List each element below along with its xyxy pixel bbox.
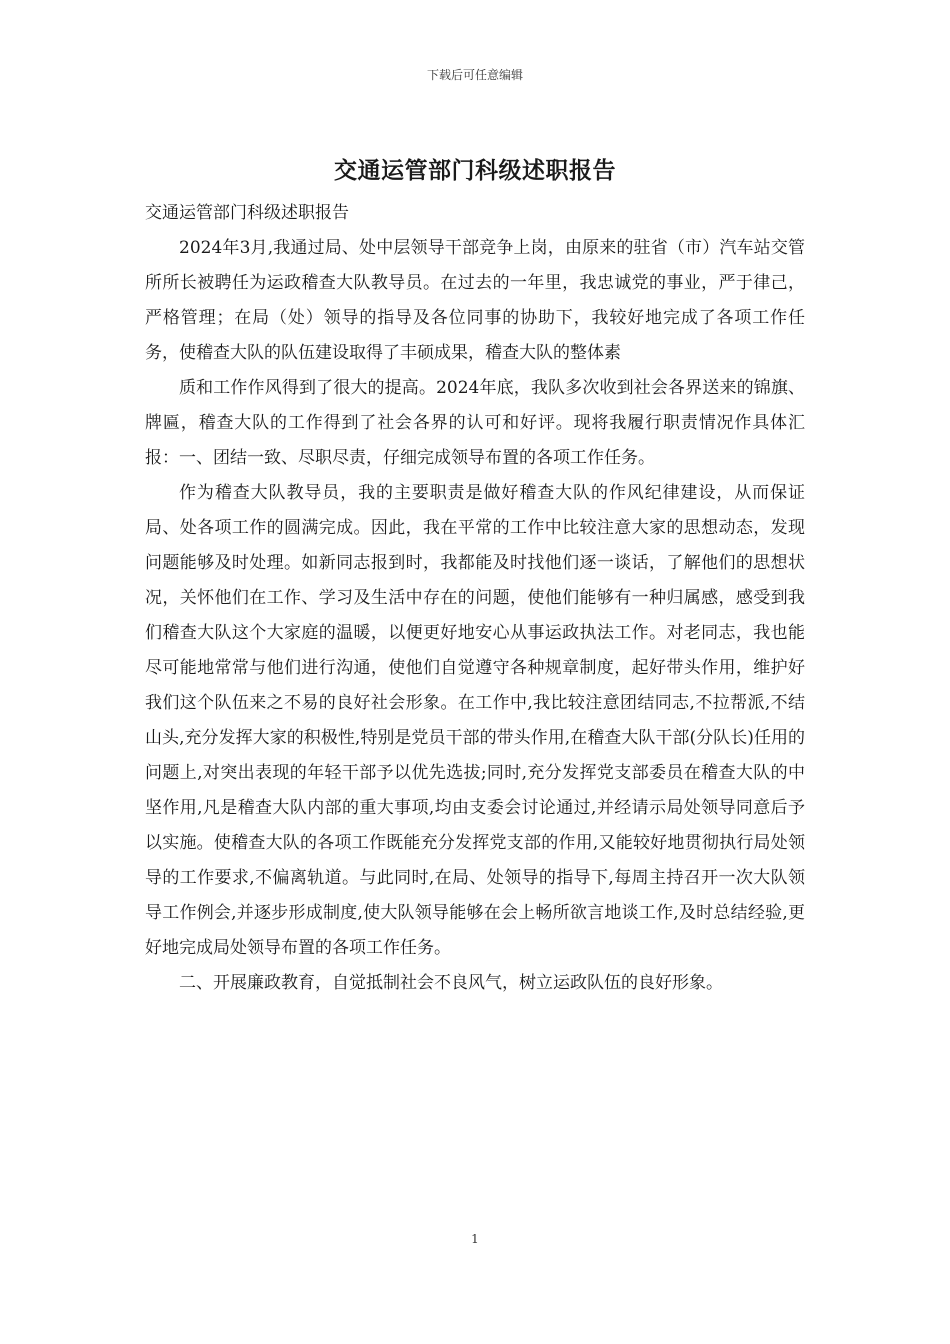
section-heading-paragraph: 二、开展廉政教育，自觉抵制社会不良风气，树立运政队伍的良好形象。 bbox=[179, 973, 723, 993]
body-paragraph: 质和工作作风得到了很大的提高。2024年底，我队多次收到社会各界送来的锦旗、牌匾，稽查大队的工作得到了社会各界的认可和好评。现将我履行职责情况作具体汇报：一、团结一致、尽职尽责，仔细完成领导布置的各项工作任务。 bbox=[145, 378, 805, 468]
document-title: 交通运管部门科级述职报告 bbox=[334, 157, 616, 184]
document-body bbox=[145, 196, 805, 1001]
header-note: 下载后可任意编辑 bbox=[426, 68, 523, 82]
page-number: 1 bbox=[471, 1232, 479, 1246]
subtitle-paragraph: 交通运管部门科级述职报告 bbox=[145, 203, 349, 223]
body-paragraph: 作为稽查大队教导员，我的主要职责是做好稽查大队的作风纪律建设，从而保证局、处各项工作的圆满完成。因此，我在平常的工作中比较注意大家的思想动态，发现问题能够及时处理。如新同志报到时，我都能及时找他们逐一谈话，了解他们的思想状况，关怀他们在工作、学习及生活中存在的问题，使他们能够有一种归属感，感受到我们稽查大队这个大家庭的温暖，以便更好地安心从事运政执法工作。对老同志，我也能尽可能地常常与他们进行沟通，使他们自觉遵守各种规章制度，起好带头作用，维护好我们这个队伍来之不易的良好社会形象。在工作中,我比较注意团结同志,不拉帮派,不结山头,充分发挥大家的积极性,特别是党员干部的带头作用,在稽查大队干部(分队长)任用的问题上,对突出表现的年轻干部予以优先选拔;同时,充分发挥党支部委员在稽查大队的中坚作用,凡是稽查大队内部的重大事项,均由支委会讨论通过,并经请示局处领导同意后予以实施。使稽查大队的各项工作既能充分发挥党支部的作用,又能较好地贯彻执行局处领导的工作要求,不偏离轨道。与此同时,在局、处领导的指导下,每周主持召开一次大队领导工作例会,并逐步形成制度,使大队领导能够在会上畅所欲言地谈工作,及时总结经验,更好地完成局处领导布置的各项工作任务。 bbox=[145, 483, 805, 958]
body-paragraph: 2024年3月,我通过局、处中层领导干部竞争上岗，由原来的驻省（市）汽车站交管所所长被聘任为运政稽查大队教导员。在过去的一年里，我忠诚党的事业，严于律己，严格管理；在局（处）领导的指导及各位同事的协助下，我较好地完成了各项工作任务，使稽查大队的队伍建设取得了丰硕成果，稽查大队的整体素 bbox=[145, 238, 805, 363]
